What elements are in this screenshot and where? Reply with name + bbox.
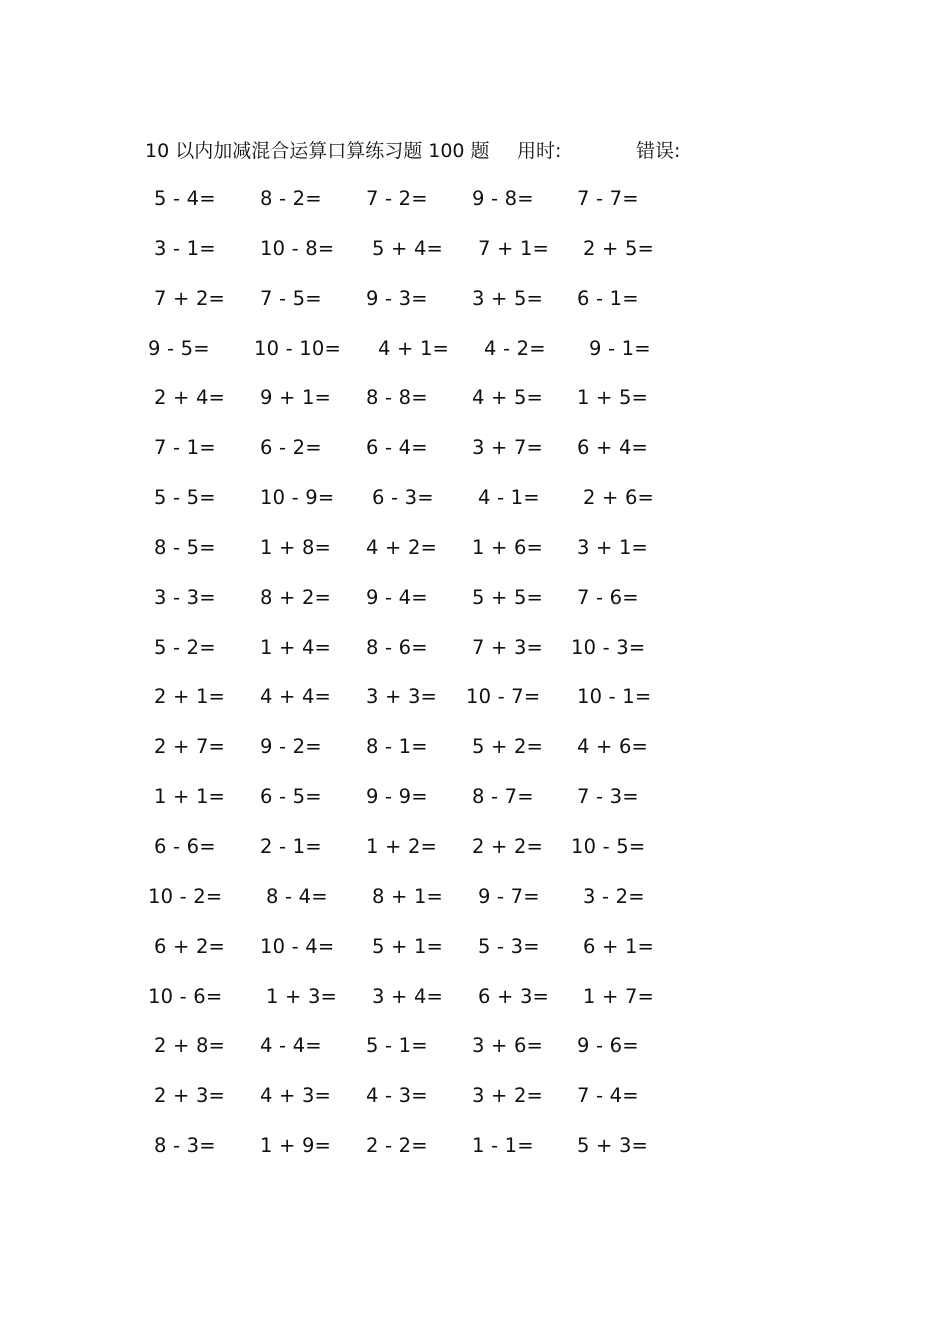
problem-cell: 1 + 1= xyxy=(154,785,226,809)
problem-cell: 9 - 9= xyxy=(366,785,428,809)
problem-cell: 9 - 2= xyxy=(260,735,322,759)
problem-cell: 10 - 5= xyxy=(571,834,646,858)
problem-cell: 3 + 6= xyxy=(472,1034,544,1058)
problem-cell: 2 + 3= xyxy=(154,1084,226,1108)
problem-cell: 10 - 6= xyxy=(148,984,223,1008)
problem-cell: 8 - 1= xyxy=(366,735,428,759)
problem-cell: 3 - 2= xyxy=(583,884,645,908)
problem-cell: 2 + 4= xyxy=(154,386,226,410)
worksheet-header xyxy=(145,136,785,166)
problem-row xyxy=(148,882,708,932)
problem-cell: 7 - 4= xyxy=(577,1084,639,1108)
problem-cell: 5 - 3= xyxy=(478,934,540,958)
problem-cell: 8 + 2= xyxy=(260,585,332,609)
problem-cell: 1 + 4= xyxy=(260,635,332,659)
problem-cell: 7 - 7= xyxy=(577,187,639,210)
problem-cell: 8 - 5= xyxy=(154,535,216,559)
problem-cell: 7 - 5= xyxy=(260,286,322,310)
problem-cell: 6 + 4= xyxy=(577,436,649,460)
problem-cell: 4 + 6= xyxy=(577,735,649,759)
problem-cell: 9 - 5= xyxy=(148,336,210,360)
problem-cell: 7 - 6= xyxy=(577,585,639,609)
problem-cell: 4 - 2= xyxy=(484,336,546,360)
problem-cell: 3 - 1= xyxy=(154,236,216,260)
problem-cell: 6 - 3= xyxy=(372,486,434,510)
problem-cell: 9 - 8= xyxy=(472,187,534,210)
problem-cell: 5 - 2= xyxy=(154,635,216,659)
problem-cell: 6 + 3= xyxy=(478,984,550,1008)
problem-cell: 5 + 4= xyxy=(372,236,444,260)
problem-cell: 7 + 3= xyxy=(472,635,544,659)
problem-cell: 6 + 1= xyxy=(583,934,655,958)
problem-cell: 2 + 5= xyxy=(583,236,655,260)
problem-cell: 9 + 1= xyxy=(260,386,332,410)
problem-cell: 4 + 5= xyxy=(472,386,544,410)
problem-cell: 10 - 4= xyxy=(260,934,335,958)
problem-cell: 3 + 2= xyxy=(472,1084,544,1108)
problem-cell: 6 - 1= xyxy=(577,286,639,310)
problem-cell: 10 - 10= xyxy=(254,336,341,360)
problem-cell: 7 - 3= xyxy=(577,785,639,809)
problem-cell: 4 + 2= xyxy=(366,535,438,559)
problem-cell: 7 - 2= xyxy=(366,187,428,210)
problem-cell: 4 + 4= xyxy=(260,685,332,709)
problem-row xyxy=(148,832,708,882)
problem-cell: 4 - 4= xyxy=(260,1034,322,1058)
problem-cell: 7 + 2= xyxy=(154,286,226,310)
problem-cell: 2 + 6= xyxy=(583,486,655,510)
problem-cell: 10 - 7= xyxy=(466,685,541,709)
problem-row xyxy=(148,982,708,1032)
problem-cell: 1 + 6= xyxy=(472,535,544,559)
problem-row xyxy=(148,932,708,982)
problem-cell: 9 - 3= xyxy=(366,286,428,310)
problem-grid xyxy=(148,184,708,1181)
problem-cell: 2 - 1= xyxy=(260,834,322,858)
problem-cell: 4 + 3= xyxy=(260,1084,332,1108)
problem-cell: 1 + 2= xyxy=(366,834,438,858)
problem-cell: 10 - 3= xyxy=(571,635,646,659)
problem-cell: 1 + 3= xyxy=(266,984,338,1008)
problem-cell: 7 - 1= xyxy=(154,436,216,460)
error-count-label: 错误: xyxy=(636,140,681,162)
problem-cell: 5 + 1= xyxy=(372,934,444,958)
time-used-label: 用时: xyxy=(517,140,562,162)
problem-cell: 8 + 1= xyxy=(372,884,444,908)
problem-row xyxy=(148,184,708,234)
problem-cell: 8 - 3= xyxy=(154,1134,216,1158)
problem-cell: 8 - 7= xyxy=(472,785,534,809)
problem-row xyxy=(148,1131,708,1181)
problem-cell: 5 - 1= xyxy=(366,1034,428,1058)
problem-cell: 2 - 2= xyxy=(366,1134,428,1158)
problem-cell: 4 - 3= xyxy=(366,1084,428,1108)
problem-cell: 3 - 3= xyxy=(154,585,216,609)
problem-cell: 6 - 6= xyxy=(154,834,216,858)
problem-cell: 2 + 7= xyxy=(154,735,226,759)
problem-cell: 8 - 4= xyxy=(266,884,328,908)
problem-row xyxy=(148,433,708,483)
problem-cell: 10 - 9= xyxy=(260,486,335,510)
problem-row xyxy=(148,583,708,633)
problem-row xyxy=(148,782,708,832)
problem-cell: 4 - 1= xyxy=(478,486,540,510)
problem-cell: 1 + 5= xyxy=(577,386,649,410)
problem-row xyxy=(148,533,708,583)
problem-cell: 3 + 4= xyxy=(372,984,444,1008)
problem-cell: 9 - 1= xyxy=(589,336,651,360)
problem-cell: 6 - 2= xyxy=(260,436,322,460)
problem-cell: 1 + 9= xyxy=(260,1134,332,1158)
problem-cell: 9 - 6= xyxy=(577,1034,639,1058)
problem-row xyxy=(148,633,708,683)
problem-row xyxy=(148,682,708,732)
problem-cell: 1 - 1= xyxy=(472,1134,534,1158)
problem-row xyxy=(148,334,708,384)
problem-cell: 8 - 6= xyxy=(366,635,428,659)
problem-cell: 3 + 7= xyxy=(472,436,544,460)
problem-cell: 3 + 1= xyxy=(577,535,649,559)
problem-cell: 3 + 5= xyxy=(472,286,544,310)
problem-cell: 1 + 8= xyxy=(260,535,332,559)
problem-row xyxy=(148,284,708,334)
problem-cell: 2 + 1= xyxy=(154,685,226,709)
problem-row xyxy=(148,483,708,533)
problem-cell: 2 + 2= xyxy=(472,834,544,858)
problem-row xyxy=(148,1031,708,1081)
worksheet-title: 10 以内加减混合运算口算练习题 100 题 xyxy=(145,140,490,162)
problem-cell: 5 - 5= xyxy=(154,486,216,510)
problem-cell: 10 - 1= xyxy=(577,685,652,709)
problem-row xyxy=(148,1081,708,1131)
problem-row xyxy=(148,732,708,782)
problem-cell: 6 + 2= xyxy=(154,934,226,958)
problem-cell: 3 + 3= xyxy=(366,685,438,709)
problem-cell: 8 - 8= xyxy=(366,386,428,410)
problem-row xyxy=(148,383,708,433)
problem-cell: 10 - 2= xyxy=(148,884,223,908)
problem-cell: 9 - 4= xyxy=(366,585,428,609)
problem-cell: 5 - 4= xyxy=(154,187,216,210)
problem-cell: 10 - 8= xyxy=(260,236,335,260)
problem-cell: 9 - 7= xyxy=(478,884,540,908)
problem-cell: 1 + 7= xyxy=(583,984,655,1008)
problem-cell: 7 + 1= xyxy=(478,236,550,260)
problem-cell: 5 + 2= xyxy=(472,735,544,759)
problem-cell: 2 + 8= xyxy=(154,1034,226,1058)
problem-cell: 6 - 4= xyxy=(366,436,428,460)
problem-cell: 5 + 5= xyxy=(472,585,544,609)
problem-cell: 4 + 1= xyxy=(378,336,450,360)
problem-cell: 5 + 3= xyxy=(577,1134,649,1158)
problem-row xyxy=(148,234,708,284)
problem-cell: 8 - 2= xyxy=(260,187,322,210)
problem-cell: 6 - 5= xyxy=(260,785,322,809)
